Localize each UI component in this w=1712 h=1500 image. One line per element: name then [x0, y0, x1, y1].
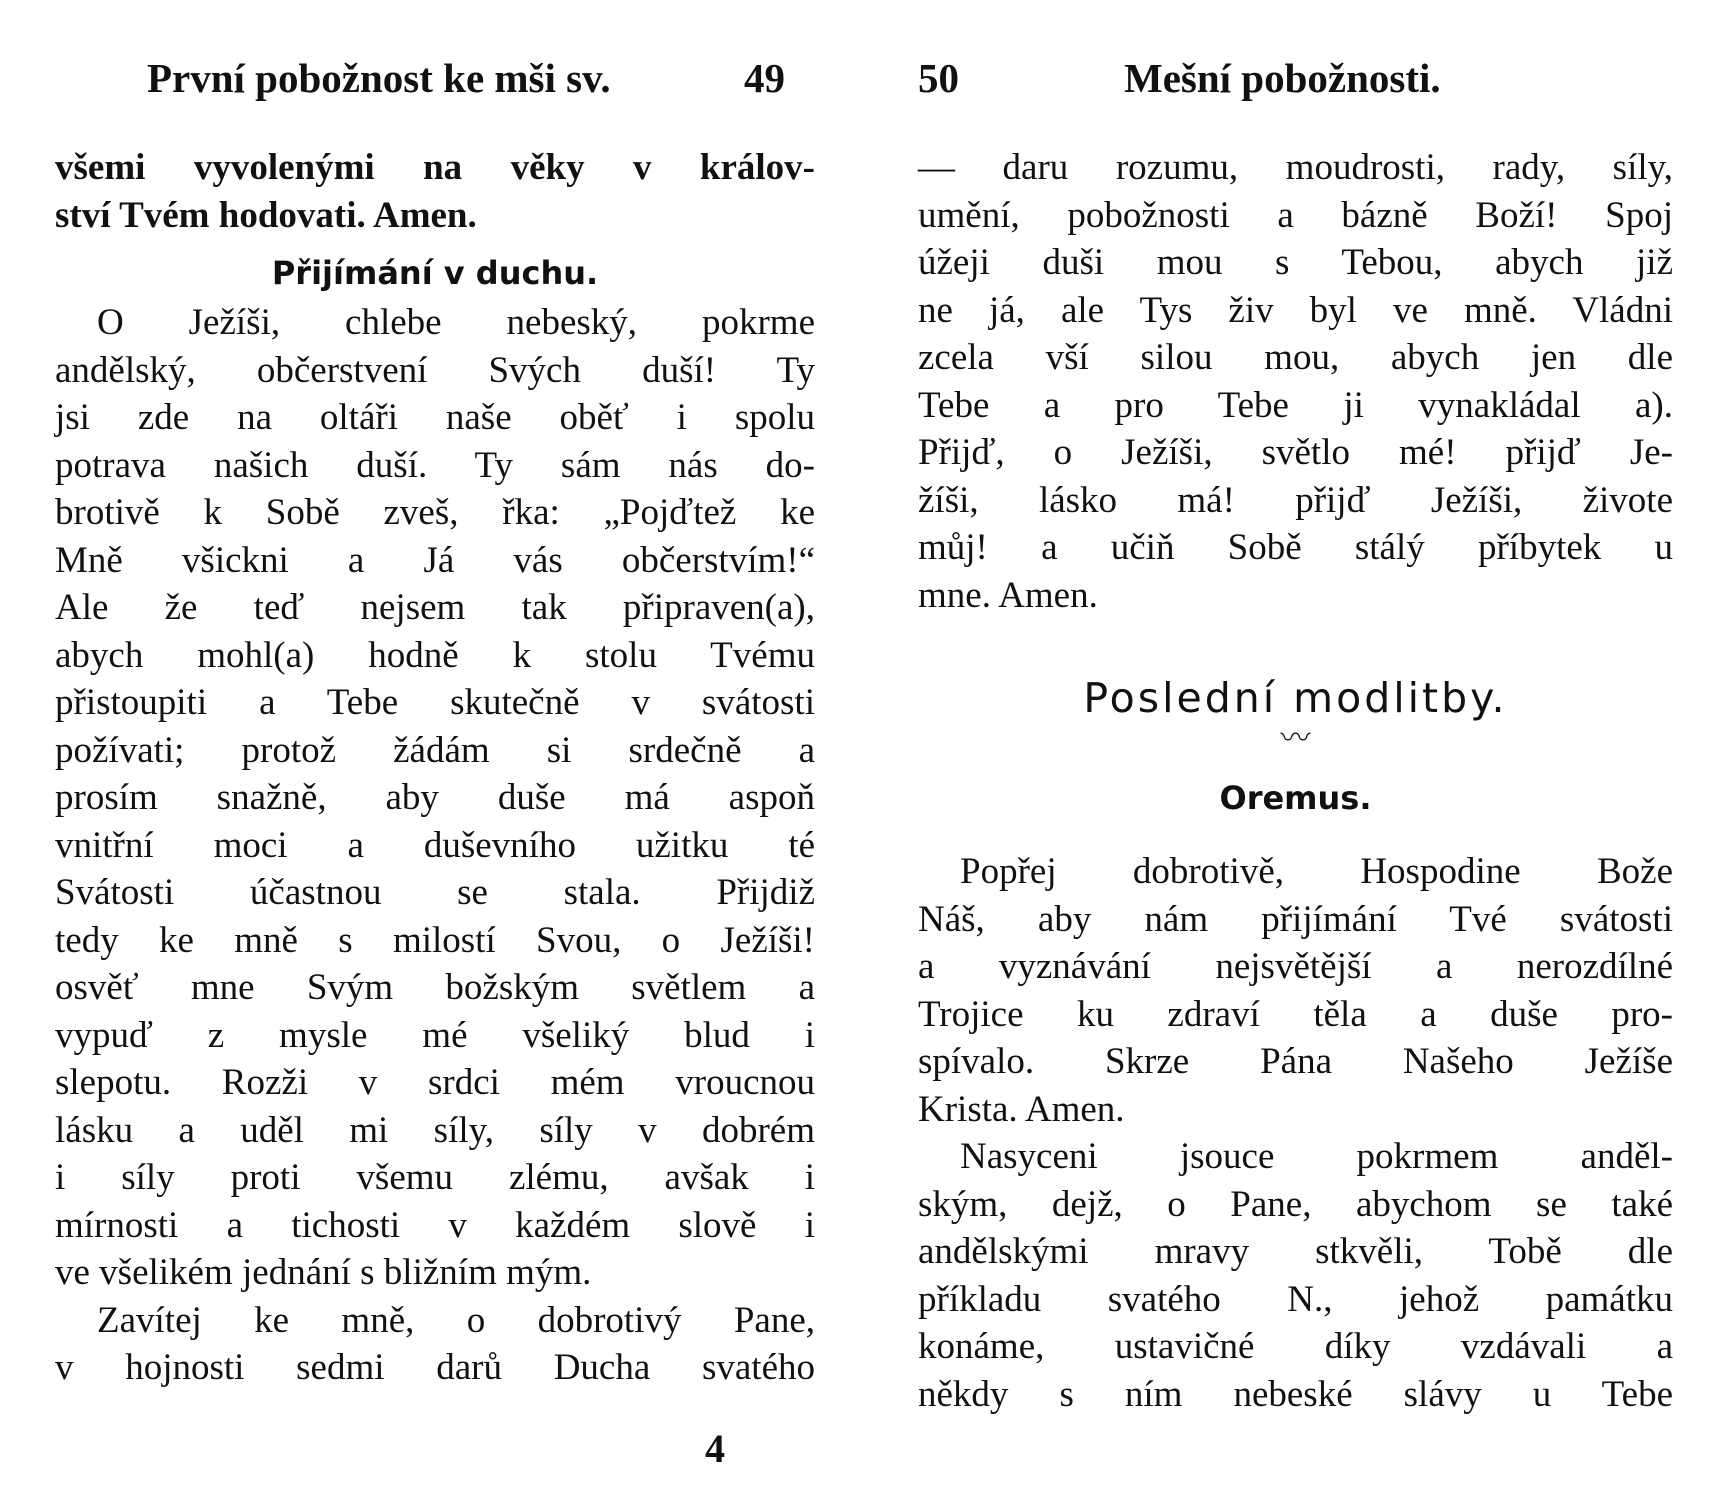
right-subheading: Oremus.	[1219, 779, 1372, 817]
left-page-number: 49	[744, 55, 785, 101]
text-line: spívalo. Skrze Pána Našeho Ježíše	[918, 1041, 1673, 1082]
text-line: konáme, ustavičné díky vzdávali a	[918, 1326, 1673, 1367]
text-line: jsi zde na oltáři naše oběť i spolu	[55, 397, 815, 438]
right-body-text-bottom	[918, 848, 1673, 1418]
text-line: prosím snažně, aby duše má aspoň	[55, 777, 815, 818]
text-line: můj! a učiň Sobě stálý příbytek u	[918, 527, 1673, 568]
left-running-header	[55, 50, 815, 106]
text-line: ne já, ale Tys živ byl ve mně. Vládni	[918, 289, 1673, 331]
text-line: andělský, občerstvení Svých duší! Ty	[55, 349, 815, 391]
text-line: Popřej dobrotivě, Hospodine Bože	[960, 851, 1673, 892]
text-line: andělskými mravy stkvěli, Tobě dle	[918, 1231, 1673, 1272]
text-line: v hojnosti sedmi darů Ducha svatého	[55, 1347, 815, 1388]
left-body-text	[55, 144, 815, 1392]
text-line: — daru rozumu, moudrosti, rady, síly,	[918, 147, 1673, 188]
text-line: Svátosti účastnou se stala. Přijdiž	[55, 872, 815, 913]
text-line: vnitřní moci a duševního užitku té	[55, 824, 815, 866]
text-line: a vyznávání nejsvětější a nerozdílné	[918, 946, 1673, 987]
ornament-tilde-icon: 〰	[1280, 722, 1311, 755]
text-line: brotivě k Sobě zveš, řka: „Pojďtež ke	[55, 492, 815, 533]
text-line: Náš, aby nám přijímání Tvé svátosti	[918, 898, 1673, 940]
text-line: příkladu svatého N., jehož památku	[918, 1278, 1673, 1320]
text-line: Trojice ku zdraví těla a duše pro-	[918, 993, 1673, 1035]
section-title: Poslední modlitby.	[1083, 674, 1508, 722]
text-line: Ale že teď nejsem tak připraven(a),	[55, 587, 815, 628]
text-line: potrava našich duší. Ty sám nás do-	[55, 444, 815, 486]
left-subheading: Přijímání v duchu.	[271, 254, 599, 292]
text-line: ství Tvém hodovati. Amen.	[55, 194, 477, 236]
text-line: umění, pobožnosti a bázně Boží! Spoj	[918, 194, 1673, 236]
text-line: abych mohl(a) hodně k stolu Tvému	[55, 634, 815, 676]
text-line: zcela vší silou mou, abych jen dle	[918, 337, 1673, 378]
text-line: vypuď z mysle mé všeliký blud i	[55, 1014, 815, 1056]
right-body-text-top	[918, 144, 1673, 619]
text-line: Přijď, o Ježíši, světlo mé! přijď Je-	[918, 432, 1673, 473]
text-line: tedy ke mně s milostí Svou, o Ježíši!	[55, 919, 815, 961]
text-line: Mně všickni a Já vás občerstvím!“	[55, 539, 815, 581]
text-line: přistoupiti a Tebe skutečně v svátosti	[55, 682, 815, 723]
signature-mark: 4	[705, 1426, 725, 1471]
text-line: ve všelikém jednání s bližním mým.	[55, 1252, 592, 1293]
text-line: někdy s ním nebeské slávy u Tebe	[918, 1373, 1673, 1415]
right-page-number: 50	[918, 55, 959, 101]
text-line: osvěť mne Svým božským světlem a	[55, 967, 815, 1008]
text-line: všemi vyvolenými na věky v králov-	[55, 147, 815, 188]
text-line: mírnosti a tichosti v každém slově i	[55, 1204, 815, 1246]
text-line: požívati; protož žádám si srdečně a	[55, 729, 815, 771]
left-header-title: První pobožnost ke mši sv.	[147, 55, 611, 101]
text-line: O Ježíši, chlebe nebeský, pokrme	[97, 302, 815, 343]
text-line: i síly proti všemu zlému, avšak i	[55, 1157, 815, 1198]
text-line: Krista. Amen.	[918, 1088, 1125, 1130]
right-header-title: Mešní pobožnosti.	[1124, 55, 1441, 101]
text-line: Nasyceni jsouce pokrmem anděl-	[960, 1136, 1673, 1177]
text-line: žíši, lásko má! přijď Ježíši, živote	[918, 479, 1673, 521]
text-line: lásku a uděl mi síly, síly v dobrém	[55, 1109, 815, 1151]
right-running-header	[918, 50, 1673, 106]
text-line: mne. Amen.	[918, 574, 1098, 616]
text-line: úžeji duši mou s Tebou, abych již	[918, 242, 1673, 283]
text-line: ským, dejž, o Pane, abychom se také	[918, 1183, 1673, 1225]
text-line: slepotu. Rozži v srdci mém vroucnou	[55, 1062, 815, 1103]
text-line: Tebe a pro Tebe ji vynakládal a).	[918, 384, 1673, 426]
text-line: Zavítej ke mně, o dobrotivý Pane,	[97, 1299, 815, 1341]
